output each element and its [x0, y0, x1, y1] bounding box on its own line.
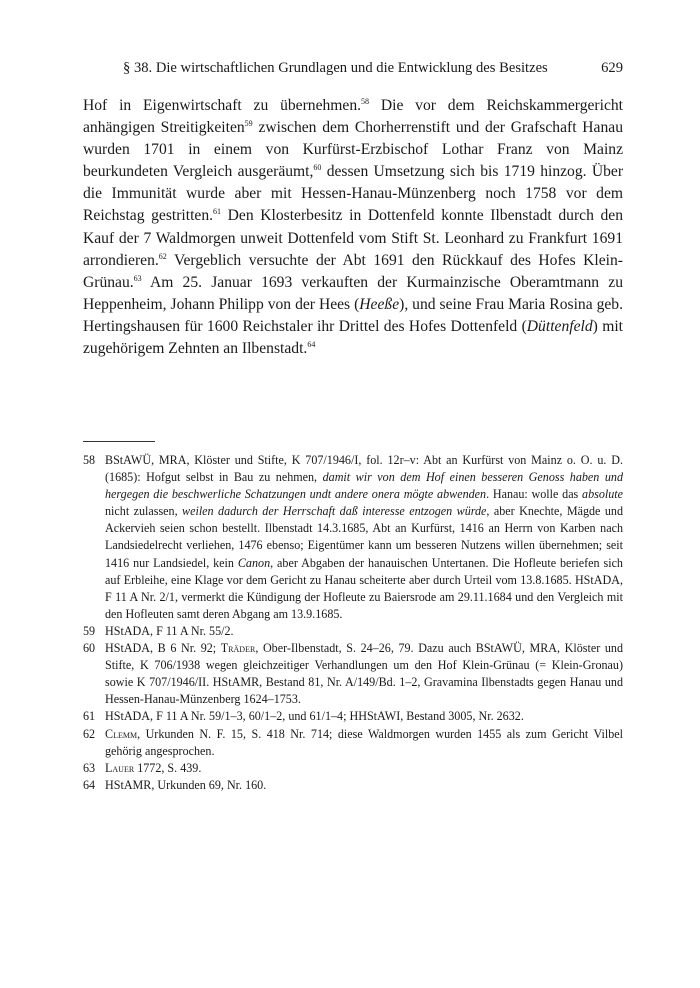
footnote-ref-62[interactable]: 62: [158, 251, 167, 261]
footnote-text: HStADA, F 11 A Nr. 59/1–3, 60/1–2, und 61/1–4; HHStAWI, Bestand 3005, Nr. 2632.: [105, 709, 524, 724]
footnote-number: 64: [83, 777, 96, 792]
footnote-ref-64[interactable]: 64: [307, 340, 316, 350]
footnote-author: Clemm: [105, 726, 138, 741]
footnote-text: HStAMR, Urkunden 69, Nr. 160.: [105, 777, 267, 792]
body-text: ), und seine Frau Maria Rosina geb. Hertingshausen für 1600 Reichstaler ihr Drittel des Hofes Dottenfeld (: [83, 295, 623, 335]
footnote-text: , aber Knechte, Mägde und Ackervieh seien schon bestellt. Ilbenstadt 14.3.1685, Abt an Kurfürst, 1416 an Herrn von Karben nach Landsiedelrecht verliehen, 1476 ebenso; Eigentümer kann um besseren Nutzens willen übernehmen; seit 1416 nur Landsiedel, kein: [105, 504, 623, 570]
footnote-text: , Urkunden N. F. 15, S. 418 Nr. 714; diese Waldmorgen wurden 1455 als zum Gericht Vilbel gehörig angesprochen.: [105, 726, 623, 758]
footnote-text: . Hanau: wolle das: [486, 487, 583, 502]
footnote-text: BStAWÜ, MRA, Klöster und Stifte, K 707/1946/I, fol. 12r–v: Abt an Kurfürst von Mainz o. O. u. D. (1685): Hofgut selbst in Bau zu nehmen,: [105, 453, 623, 485]
body-italic: Düttenfeld: [526, 317, 593, 335]
footnote-text: , Ober-Ilbenstadt, S. 24–26, 79. Dazu auch BStAWÜ, MRA, Klöster und Stifte, K 706/1938 wegen gleichzeitiger Verhandlungen um den Hof Klein-Grünau (= Klein-Gronau) sowie K 707/1946/II. HStAMR, Bestand 81, Nr. A/149/Bd. 1–2, Gravamina Ilbenstadts gegen Hanau und Hessen-Hanau-Münzenberg 1624–1753.: [105, 641, 623, 707]
footnote-number: 62: [83, 726, 96, 741]
footnote-quote: Canon: [237, 555, 271, 570]
body-text: zwischen dem Chorherrenstift und der Grafschaft Hanau wurden 1701 in einem von Kurfürst-Erzbischof Lothar Franz von Mainz beurkundeten Vergleich ausgeräumt,: [83, 119, 623, 181]
footnote-text: nicht zulassen,: [105, 504, 183, 519]
footnote-ref-61[interactable]: 61: [213, 207, 222, 217]
body-text: Den Klosterbesitz in Dottenfeld konnte Ilbenstadt durch den Kauf der 7 Waldmorgen unweit Dottenfeld vom Stift St. Leonhard zu Frankfurt 1691 arrondieren.: [83, 207, 623, 269]
footnote-number: 59: [83, 623, 96, 638]
footnote-number: 63: [83, 760, 96, 775]
body-text: dessen Umsetzung sich bis 1719 hinzog. Über die Immunität wurde aber mit Hessen-Hanau-Münzenberg noch 1758 vor dem Reichstag gestritten.: [83, 163, 624, 225]
footnote-number: 60: [83, 641, 96, 656]
body-italic: Heeße: [359, 295, 400, 313]
footnote-divider: [83, 441, 155, 442]
footnote-number: 61: [83, 709, 96, 724]
footnote-ref-60[interactable]: 60: [313, 163, 322, 173]
footnote-58: [83, 452, 623, 623]
footnote-60: [83, 640, 623, 708]
footnote-text: 1772, S. 439.: [134, 760, 202, 775]
main-text: [83, 95, 623, 360]
page-number: 629: [601, 60, 623, 76]
footnote-quote: damit wir von dem Hof einen besseren Genoss haben und hergegen die beschwerliche Schatzungen undt andere onera mögte abwenden: [105, 470, 623, 502]
footnote-64: [83, 777, 623, 794]
body-text: Die vor dem Reichskammergericht anhängigen Streitigkeiten: [83, 97, 623, 137]
body-text: Vergeblich versuchte der Abt 1691 den Rückkauf des Hofes Klein-Grünau.: [83, 251, 623, 291]
body-text: ) mit zugehörigem Zehnten an Ilbenstadt.: [83, 317, 623, 358]
footnote-quote: absolute: [582, 487, 623, 502]
running-header: [83, 60, 623, 84]
body-text: Hof in Eigenwirtschaft zu übernehmen.: [83, 97, 362, 114]
footnote-author: Träder: [220, 641, 256, 656]
footnote-62: [83, 726, 623, 760]
footnote-61: [83, 708, 623, 725]
body-paragraph: [83, 95, 623, 360]
body-text: Am 25. Januar 1693 verkauften der Kurmainzische Oberamtmann zu Heppenheim, Johann Philipp von der Hees (: [83, 273, 623, 313]
footnote-text: HStADA, F 11 A Nr. 55/2.: [105, 623, 234, 638]
footnote-text: HStADA, B 6 Nr. 92;: [105, 641, 221, 656]
footnote-quote: weilen dadurch der Herrschaft daß interesse entzogen würde: [182, 504, 487, 519]
footnote-number: 58: [83, 453, 96, 467]
running-title: § 38. Die wirtschaftlichen Grundlagen und die Entwicklung des Besitzes: [123, 60, 548, 76]
footnotes: [83, 452, 623, 794]
footnote-ref-63[interactable]: 63: [133, 273, 142, 283]
footnote-text: , aber Abgaben der hanauischen Untertanen. Die Hofleute beriefen sich auf Erbleihe, eine Klage vor dem Gericht zu Hanau scheiterte aber durch Urteil vom 13.8.1685. HStADA, F 11 A Nr. 2/1, vermerkt die Kündigung der Hofleute zu Baiersrode am 29.11.1684 und den Vergleich mit den Hofleuten samt deren Abgang am 13.9.1685.: [105, 555, 623, 621]
footnote-ref-59[interactable]: 59: [244, 119, 253, 129]
footnote-ref-58[interactable]: 58: [361, 97, 370, 106]
footnote-author: Lauer: [105, 760, 135, 775]
footnote-63: [83, 760, 623, 777]
footnote-59: [83, 623, 623, 640]
